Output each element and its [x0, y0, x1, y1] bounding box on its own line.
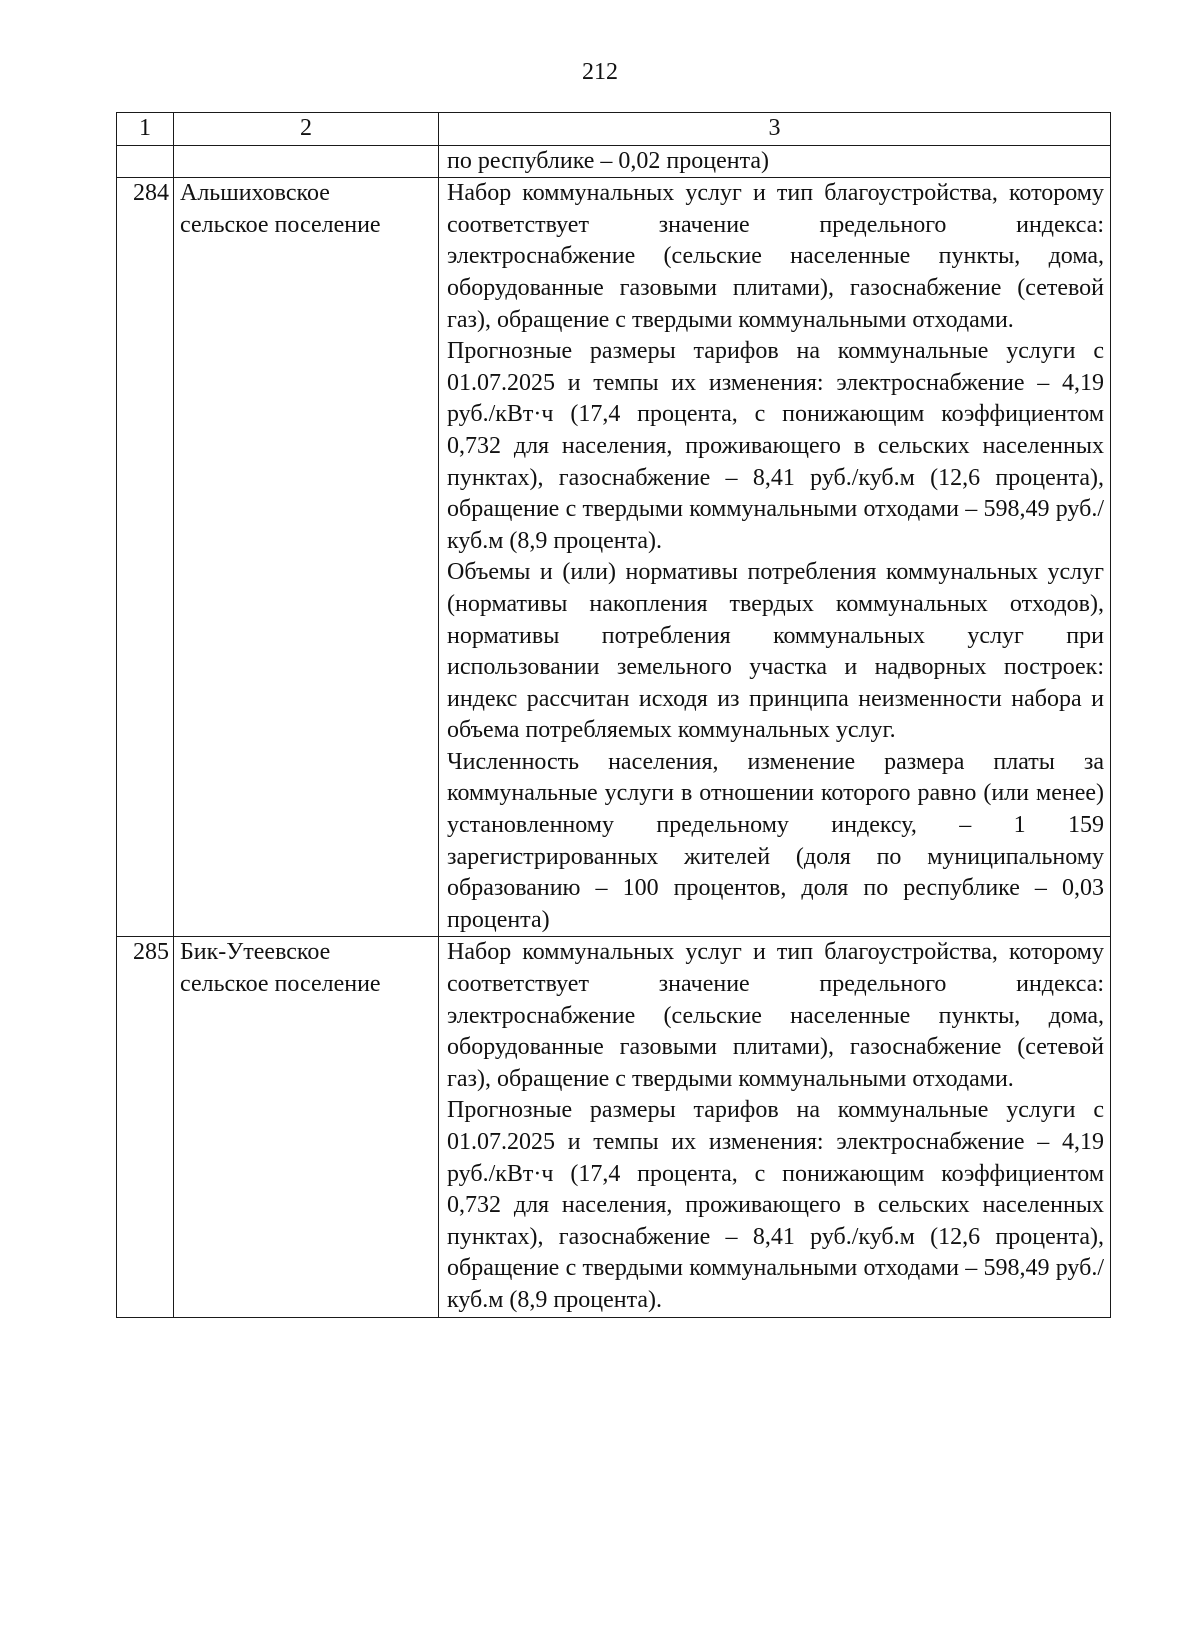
municipality-name-line-2: сельское поселение [180, 211, 381, 238]
municipality-name-line-1: Бик-Утеевское [180, 939, 331, 966]
header-col-1: 1 [117, 113, 174, 146]
page-number: 212 [582, 59, 618, 85]
paragraph-tariffs: Прогнозные размеры тарифов на коммунальные услуги с 01.07.2025 и темпы их изменения: электроснабжение – 4,19 руб./кВт·ч (17,4 процента, с понижающим коэффициентом 0,732 для населения, проживающего в сельских населенных пунктах), газоснабжение – 8,41 руб./куб.м (12,6 процента), обращение с твердыми коммунальными отходами – 598,49 руб./куб.м (8,9 процента). [447, 338, 1104, 554]
header-col-3: 3 [439, 113, 1111, 146]
paragraph-population: Численность населения, изменение размера платы за коммунальные услуги в отношении которого равно (или менее) установленному предельному индексу, – 1 159 зарегистрированных жителей (доля по муниципальному образованию – 100 процентов, доля по республике – 0,03 процента) [447, 748, 1104, 933]
municipality-name [174, 145, 439, 178]
municipality-name-line-1: Альшиховское [180, 180, 330, 207]
header-col-2: 2 [174, 113, 439, 146]
paragraph-service-set: Набор коммунальных услуг и тип благоустройства, которому соответствует значение предельного индекса: электроснабжение (сельские населенные пункты, дома, оборудованные газовыми плитами), газоснабжение (сетевой газ), обращение с твердыми коммунальными отходами. [447, 939, 1104, 1092]
row-number [117, 145, 174, 178]
paragraph: по республике – 0,02 процента) [447, 147, 770, 174]
municipality-name-line-2: сельское поселение [180, 971, 381, 998]
table-row-285 [117, 937, 1111, 1317]
municipality-name [174, 178, 439, 937]
paragraph-service-set: Набор коммунальных услуг и тип благоустройства, которому соответствует значение предельного индекса: электроснабжение (сельские населенные пункты, дома, оборудованные газовыми плитами), газоснабжение (сетевой газ), обращение с твердыми коммунальными отходами. [447, 180, 1104, 333]
table-row-continuation [117, 145, 1111, 178]
row-description [439, 145, 1111, 178]
tariff-table [116, 112, 1111, 1318]
table-row-284 [117, 178, 1111, 937]
municipality-name [174, 937, 439, 1317]
paragraph-consumption: Объемы и (или) нормативы потребления коммунальных услуг (нормативы накопления твердых коммунальных отходов), нормативы потребления коммунальных услуг при использовании земельного участка и надворных построек: индекс рассчитан исходя из принципа неизменности набора и объема потребляемых коммунальных услуг. [447, 559, 1104, 744]
row-number: 284 [117, 178, 174, 937]
paragraph-tariffs: Прогнозные размеры тарифов на коммунальные услуги с 01.07.2025 и темпы их изменения: электроснабжение – 4,19 руб./кВт·ч (17,4 процента, с понижающим коэффициентом 0,732 для населения, проживающего в сельских населенных пунктах), газоснабжение – 8,41 руб./куб.м (12,6 процента), обращение с твердыми коммунальными отходами – 598,49 руб./куб.м (8,9 процента). [447, 1097, 1104, 1313]
row-description [439, 178, 1111, 937]
row-description [439, 937, 1111, 1317]
table-header-row [117, 113, 1111, 146]
row-number: 285 [117, 937, 174, 1317]
